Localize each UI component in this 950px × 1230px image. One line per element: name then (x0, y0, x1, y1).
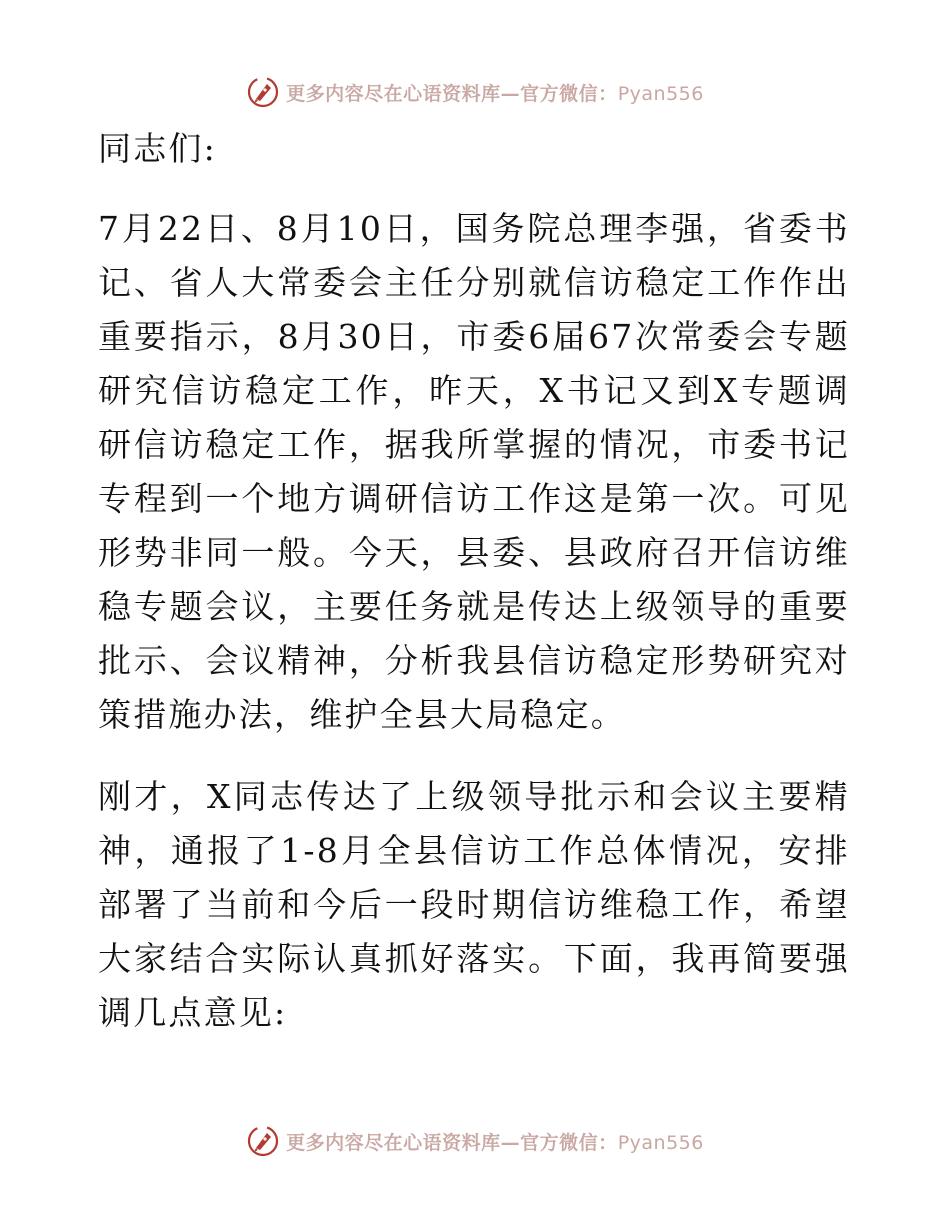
watermark-wechat-id: Pyan556 (617, 82, 704, 105)
watermark-separator: — (500, 1131, 521, 1154)
footer-watermark (0, 1121, 950, 1161)
watermark-text (286, 1128, 704, 1155)
header-watermark (0, 72, 950, 112)
watermark-wechat-label: 官方微信： (520, 82, 618, 105)
watermark-wechat-id: Pyan556 (617, 1131, 704, 1154)
watermark-title: 更多内容尽在心语资料库 (286, 82, 501, 105)
document-body (98, 122, 850, 1040)
watermark-text (286, 79, 704, 106)
pen-nib-logo-icon (246, 1124, 280, 1158)
greeting: 同志们: (98, 129, 217, 168)
watermark-wechat-label: 官方微信： (520, 1131, 618, 1154)
paragraph-1: 7月22日、8月10日，国务院总理李强，省委书记、省人大常委会主任分别就信访稳定工作作出重要指示，8月30日，市委6届67次常委会专题研究信访稳定工作，昨天，X书记又到X专题调研信访稳定工作，据我所掌握的情况，市委书记专程到一个地方调研信访工作这是第一次。可见形势非同一般。今天，县委、县政府召开信访维稳专题会议，主要任务就是传达上级领导的重要批示、会议精神，分析我县信访稳定形势研究对策措施办法，维护全县大局稳定。 (98, 209, 850, 734)
paragraph-2: 刚才，X同志传达了上级领导批示和会议主要精神，通报了1-8月全县信访工作总体情况，安排部署了当前和今后一段时期信访维稳工作，希望大家结合实际认真抓好落实。下面，我再简要强调几点意见: (98, 777, 850, 1032)
watermark-title: 更多内容尽在心语资料库 (286, 1131, 501, 1154)
watermark-separator: — (500, 82, 521, 105)
pen-nib-logo-icon (246, 75, 280, 109)
